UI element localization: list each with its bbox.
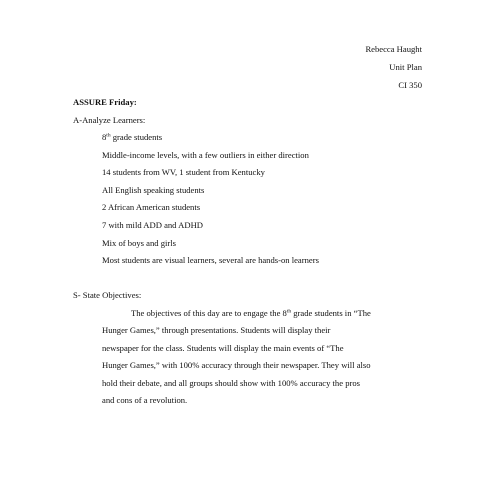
objectives-paragraph-line: newspaper for the class. Students will display the main events of “The: [102, 343, 344, 353]
analyze-item: All English speaking students: [102, 185, 205, 195]
objectives-paragraph-line: Hunger Games,” through presentations. Students will display their: [102, 325, 331, 335]
objectives-paragraph-line: hold their debate, and all groups should show with 100% accuracy the pros: [102, 378, 360, 388]
analyze-item: 2 African American students: [102, 202, 201, 212]
analyze-item: 14 students from WV, 1 student from Kentucky: [102, 167, 265, 177]
course-code: CI 350: [398, 80, 422, 90]
author-name: Rebecca Haught: [365, 44, 422, 54]
analyze-item: Mix of boys and girls: [102, 238, 176, 248]
analyze-item: Middle-income levels, with a few outliers in either direction: [102, 150, 309, 160]
analyze-item: 7 with mild ADD and ADHD: [102, 220, 203, 230]
objectives-paragraph-line: The objectives of this day are to engage the 8th grade students in “The: [131, 308, 371, 318]
objectives-paragraph-line: Hunger Games,” with 100% accuracy through their newspaper. They will also: [102, 360, 371, 370]
document-type: Unit Plan: [389, 62, 422, 72]
analyze-item: 8th grade students: [102, 132, 163, 142]
objectives-paragraph-line: and cons of a revolution.: [102, 395, 188, 405]
document-title: ASSURE Friday:: [73, 97, 137, 107]
analyze-item: Most students are visual learners, several are hands-on learners: [102, 255, 319, 265]
objectives-heading: S- State Objectives:: [73, 290, 142, 300]
analyze-heading: A-Analyze Learners:: [73, 115, 146, 125]
